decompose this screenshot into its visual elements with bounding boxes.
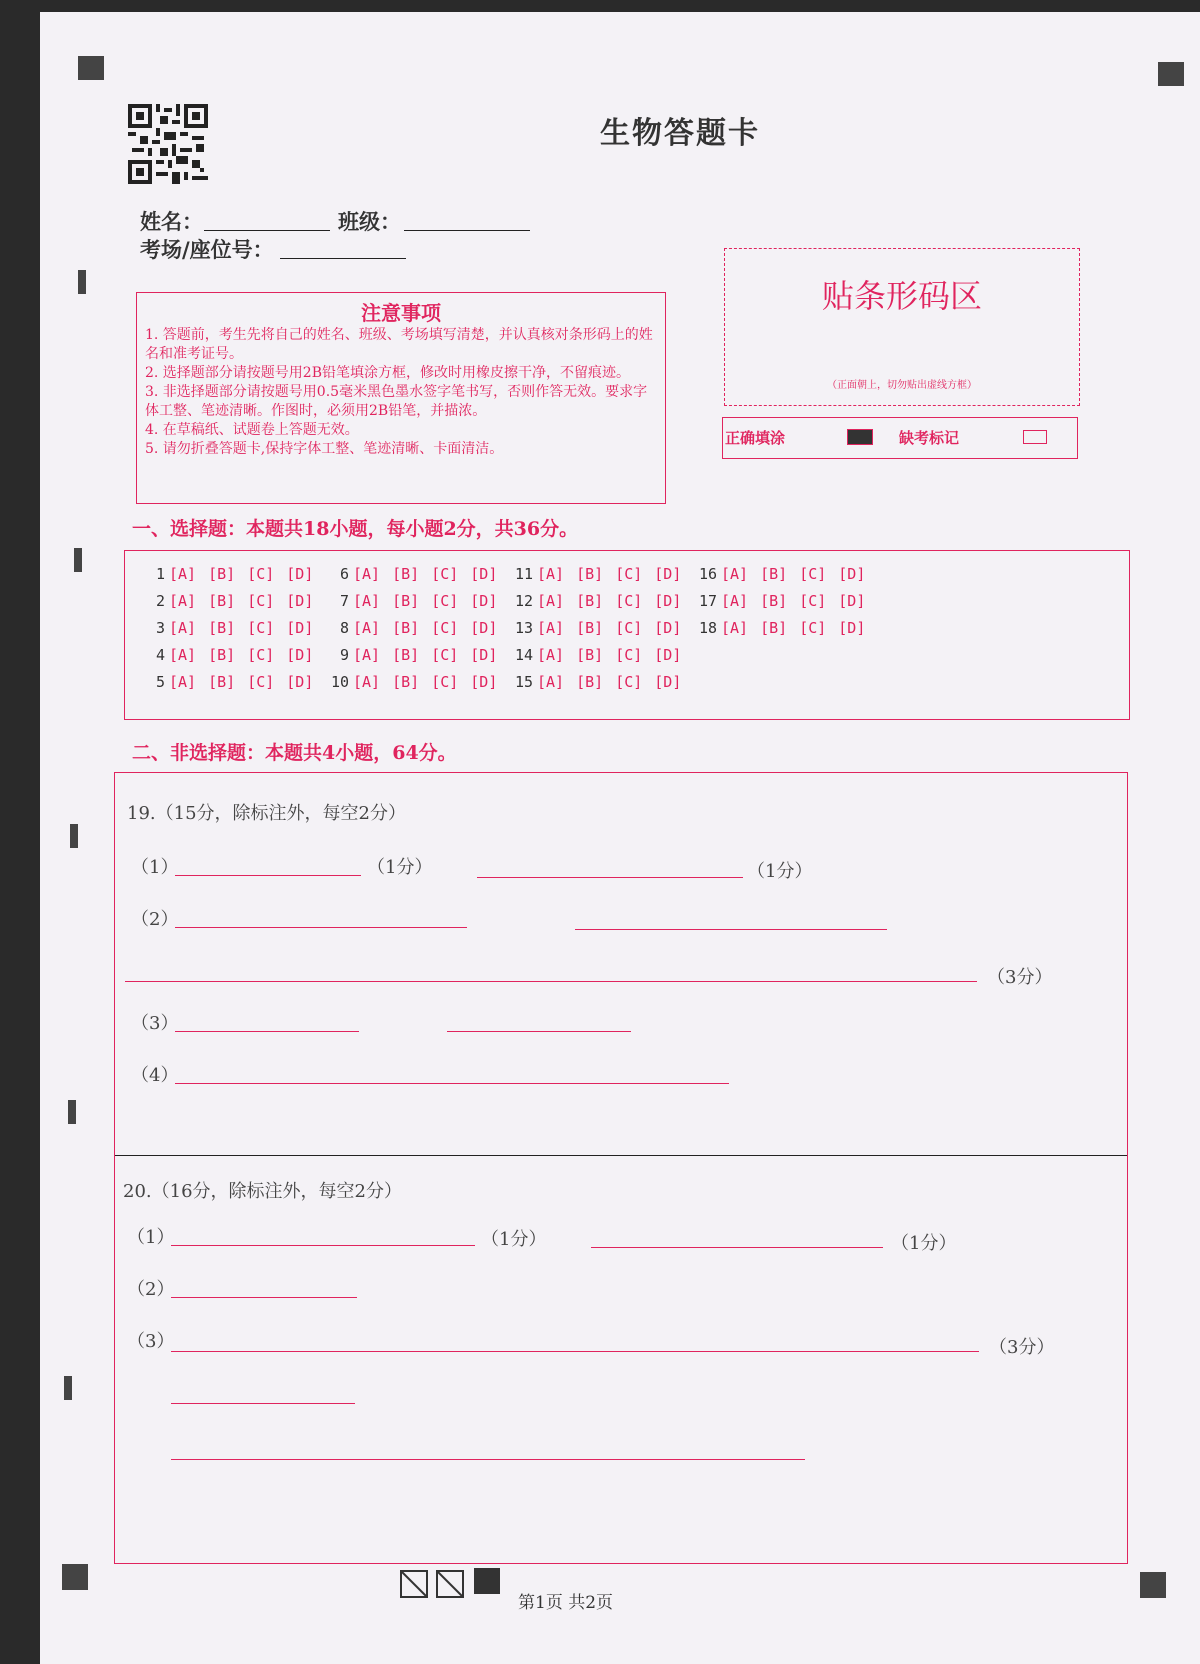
q19-part2-blank3[interactable] (125, 981, 977, 982)
mcq-question-number: 1 (155, 565, 165, 583)
section1-heading: 一、选择题：本题共18小题，每小题2分，共36分。 (132, 518, 579, 540)
mcq-option-bubble[interactable]: [C] (431, 565, 459, 583)
multiple-choice-box (124, 550, 1130, 720)
mcq-row (323, 646, 509, 664)
mcq-option-bubble[interactable]: [D] (654, 619, 682, 637)
mcq-option-bubble[interactable]: [C] (247, 646, 275, 664)
seat-field[interactable] (280, 258, 406, 259)
mcq-option-bubble[interactable]: [C] (431, 673, 459, 691)
mcq-option-bubble[interactable]: [A] (353, 592, 381, 610)
mcq-row (323, 619, 509, 637)
mcq-question-number: 10 (330, 673, 349, 691)
mcq-option-bubble[interactable]: [B] (208, 592, 236, 610)
mcq-question-number: 4 (155, 646, 165, 664)
mcq-option-bubble[interactable]: [B] (208, 673, 236, 691)
mcq-option-bubble[interactable]: [B] (760, 565, 788, 583)
q19-part1-points1: （1分） (367, 857, 433, 878)
q20-part3-blank2[interactable] (171, 1403, 355, 1404)
q20-part2-blank1[interactable] (171, 1297, 357, 1298)
name-field[interactable] (204, 230, 330, 231)
mcq-option-bubble[interactable]: [B] (392, 646, 420, 664)
mcq-question-number: 13 (514, 619, 533, 637)
q19-part2-blank1[interactable] (175, 927, 467, 928)
mcq-row (323, 565, 509, 583)
q20-part3-points: （3分） (989, 1337, 1055, 1358)
q20-part3-blank3[interactable] (171, 1459, 805, 1460)
mcq-option-bubble[interactable]: [A] (537, 619, 565, 637)
timing-mark (64, 1376, 72, 1400)
q19-part1-blank2[interactable] (477, 877, 743, 878)
mcq-option-bubble[interactable]: [A] (721, 592, 749, 610)
absent-mark-label: 缺考标记 (899, 429, 960, 447)
q20-part3-blank1[interactable] (171, 1351, 979, 1352)
registration-mark (62, 1564, 88, 1590)
mcq-option-bubble[interactable]: [C] (615, 619, 643, 637)
mcq-option-bubble[interactable]: [B] (576, 565, 604, 583)
mcq-question-number: 15 (514, 673, 533, 691)
mcq-option-bubble[interactable]: [D] (654, 565, 682, 583)
notice-item: 5. 请勿折叠答题卡,保持字体工整、笔迹清晰、卡面清洁。 (145, 441, 504, 457)
q19-part1-points2: （1分） (747, 861, 813, 882)
mcq-question-number: 6 (339, 565, 349, 583)
filled-box-icon (847, 429, 873, 445)
notice-item: 3. 非选择题部分请按题号用0.5毫米黑色墨水签字笔书写，否则作答无效。要求字体工整、笔迹清晰。作图时，必须用2B铅笔，并描浓。 (145, 384, 648, 419)
q20-part1-blank1[interactable] (171, 1245, 475, 1246)
mcq-option-bubble[interactable]: [C] (431, 646, 459, 664)
mcq-row (691, 565, 877, 583)
q20-part1-label: （1） (127, 1227, 175, 1248)
mcq-option-bubble[interactable]: [D] (286, 673, 314, 691)
q19-part4-blank1[interactable] (175, 1083, 729, 1084)
question-divider (115, 1155, 1127, 1156)
q19-part1-label: （1） (131, 857, 179, 878)
mcq-option-bubble[interactable]: [B] (208, 646, 236, 664)
q19-part4-label: （4） (131, 1065, 179, 1086)
q20-part2-label: （2） (127, 1279, 175, 1300)
mcq-row (507, 646, 693, 664)
mcq-option-bubble[interactable]: [B] (576, 592, 604, 610)
mcq-option-bubble[interactable]: [A] (721, 565, 749, 583)
mcq-row (139, 646, 325, 664)
page-check-box-filled (474, 1568, 500, 1594)
registration-mark (78, 56, 104, 80)
mcq-option-bubble[interactable]: [B] (208, 619, 236, 637)
mcq-option-bubble[interactable]: [C] (431, 592, 459, 610)
q19-part3-label: （3） (131, 1013, 179, 1034)
mcq-option-bubble[interactable]: [D] (286, 646, 314, 664)
mcq-row (139, 619, 325, 637)
mcq-option-bubble[interactable]: [C] (247, 592, 275, 610)
barcode-hint: （正面朝上，切勿贴出虚线方框） (827, 380, 977, 391)
mcq-option-bubble[interactable]: [A] (353, 619, 381, 637)
barcode-title: 贴条形码区 (821, 277, 982, 315)
q20-part1-points1: （1分） (481, 1229, 547, 1250)
correct-fill-label: 正确填涂 (725, 429, 786, 447)
notice-box (136, 292, 666, 504)
mcq-option-bubble[interactable]: [D] (470, 646, 498, 664)
mcq-question-number: 12 (514, 592, 533, 610)
mcq-question-number: 14 (514, 646, 533, 664)
mcq-option-bubble[interactable]: [B] (760, 619, 788, 637)
mcq-option-bubble[interactable]: [A] (537, 565, 565, 583)
mcq-option-bubble[interactable]: [C] (799, 592, 827, 610)
mcq-option-bubble[interactable]: [B] (392, 673, 420, 691)
q20-part1-points2: （1分） (891, 1233, 957, 1254)
mcq-option-bubble[interactable]: [A] (537, 673, 565, 691)
timing-mark (78, 270, 86, 294)
q20-part3-label: （3） (127, 1331, 175, 1352)
mcq-option-bubble[interactable]: [C] (247, 673, 275, 691)
mcq-question-number: 7 (339, 592, 349, 610)
mcq-option-bubble[interactable]: [D] (470, 619, 498, 637)
mcq-option-bubble[interactable]: [D] (286, 565, 314, 583)
mcq-question-number: 2 (155, 592, 165, 610)
mcq-option-bubble[interactable]: [A] (169, 646, 197, 664)
mcq-row (691, 619, 877, 637)
mcq-option-bubble[interactable]: [D] (654, 646, 682, 664)
q19-part2-blank2[interactable] (575, 929, 887, 930)
mcq-option-bubble[interactable]: [D] (838, 619, 866, 637)
mcq-option-bubble[interactable]: [C] (615, 592, 643, 610)
page-check-box (436, 1570, 464, 1598)
mcq-option-bubble[interactable]: [C] (247, 619, 275, 637)
mcq-option-bubble[interactable]: [B] (760, 592, 788, 610)
mcq-question-number: 16 (698, 565, 717, 583)
page-title: 生物答题卡 (600, 116, 760, 151)
mcq-option-bubble[interactable]: [C] (615, 646, 643, 664)
mcq-row (139, 565, 325, 583)
notice-item: 1. 答题前，考生先将自己的姓名、班级、考场填写清楚，并认真核对条形码上的姓名和准考证号。 (145, 327, 653, 362)
timing-mark (74, 548, 82, 572)
timing-mark (70, 824, 78, 848)
mcq-option-bubble[interactable]: [A] (353, 646, 381, 664)
mcq-question-number: 5 (155, 673, 165, 691)
q19-part2-points: （3分） (987, 967, 1053, 988)
timing-mark (68, 1100, 76, 1124)
mcq-option-bubble[interactable]: [B] (392, 565, 420, 583)
mcq-option-bubble[interactable]: [D] (838, 592, 866, 610)
mcq-option-bubble[interactable]: [C] (799, 619, 827, 637)
mcq-option-bubble[interactable]: [D] (286, 619, 314, 637)
mcq-row (139, 673, 325, 691)
mcq-row (139, 592, 325, 610)
notice-title: 注意事项 (361, 301, 441, 325)
mcq-row (323, 592, 509, 610)
mcq-row (507, 619, 693, 637)
page-number: 第1页 共2页 (518, 1593, 614, 1613)
mcq-option-bubble[interactable]: [A] (169, 592, 197, 610)
q19-part1-blank1[interactable] (175, 875, 361, 876)
absent-mark-box[interactable] (1023, 430, 1047, 444)
mcq-question-number: 18 (698, 619, 717, 637)
q19-part3-blank1[interactable] (175, 1031, 359, 1032)
mcq-row (507, 592, 693, 610)
mcq-option-bubble[interactable]: [B] (208, 565, 236, 583)
class-field[interactable] (404, 230, 530, 231)
mcq-option-bubble[interactable]: [D] (286, 592, 314, 610)
mcq-option-bubble[interactable]: [D] (470, 673, 498, 691)
answer-sheet (40, 12, 1200, 1664)
mcq-option-bubble[interactable]: [D] (838, 565, 866, 583)
mcq-question-number: 8 (339, 619, 349, 637)
mcq-option-bubble[interactable]: [C] (615, 565, 643, 583)
mcq-question-number: 9 (339, 646, 349, 664)
seat-label: 考场/座位号： (140, 237, 274, 262)
free-response-box (114, 772, 1128, 1564)
mcq-row (691, 592, 877, 610)
mcq-row (323, 673, 509, 691)
mcq-option-bubble[interactable]: [A] (537, 592, 565, 610)
fill-example-box (722, 417, 1078, 459)
mcq-option-bubble[interactable]: [A] (721, 619, 749, 637)
mcq-option-bubble[interactable]: [A] (169, 673, 197, 691)
q19-part2-label: （2） (131, 909, 179, 930)
notice-item: 4. 在草稿纸、试题卷上答题无效。 (145, 422, 359, 438)
class-label: 班级： (338, 209, 401, 234)
mcq-option-bubble[interactable]: [B] (576, 646, 604, 664)
mcq-option-bubble[interactable]: [C] (431, 619, 459, 637)
name-label: 姓名： (140, 209, 203, 234)
mcq-option-bubble[interactable]: [C] (799, 565, 827, 583)
mcq-question-number: 3 (155, 619, 165, 637)
mcq-option-bubble[interactable]: [C] (247, 565, 275, 583)
q19-part3-blank2[interactable] (447, 1031, 631, 1032)
q19-heading: 19.（15分，除标注外，每空2分） (127, 803, 406, 824)
mcq-option-bubble[interactable]: [A] (537, 646, 565, 664)
mcq-option-bubble[interactable]: [C] (615, 673, 643, 691)
mcq-option-bubble[interactable]: [B] (576, 673, 604, 691)
registration-mark (1158, 62, 1184, 86)
mcq-option-bubble[interactable]: [A] (353, 673, 381, 691)
mcq-option-bubble[interactable]: [D] (470, 565, 498, 583)
q20-part1-blank2[interactable] (591, 1247, 883, 1248)
mcq-option-bubble[interactable]: [D] (654, 592, 682, 610)
qr-code-icon (128, 104, 208, 184)
mcq-row (507, 565, 693, 583)
notice-item: 2. 选择题部分请按题号用2B铅笔填涂方框，修改时用橡皮擦干净，不留痕迹。 (145, 365, 631, 381)
mcq-option-bubble[interactable]: [D] (654, 673, 682, 691)
mcq-question-number: 11 (514, 565, 533, 583)
mcq-question-number: 17 (698, 592, 717, 610)
q20-heading: 20.（16分，除标注外，每空2分） (123, 1181, 402, 1202)
section2-heading: 二、非选择题：本题共4小题，64分。 (132, 742, 457, 764)
mcq-option-bubble[interactable]: [D] (470, 592, 498, 610)
mcq-row (507, 673, 693, 691)
page-check-box (400, 1570, 428, 1598)
mcq-option-bubble[interactable]: [B] (576, 619, 604, 637)
registration-mark (1140, 1572, 1166, 1598)
mcq-option-bubble[interactable]: [A] (169, 565, 197, 583)
barcode-area (724, 248, 1080, 406)
mcq-option-bubble[interactable]: [B] (392, 592, 420, 610)
mcq-option-bubble[interactable]: [A] (353, 565, 381, 583)
mcq-option-bubble[interactable]: [A] (169, 619, 197, 637)
mcq-option-bubble[interactable]: [B] (392, 619, 420, 637)
